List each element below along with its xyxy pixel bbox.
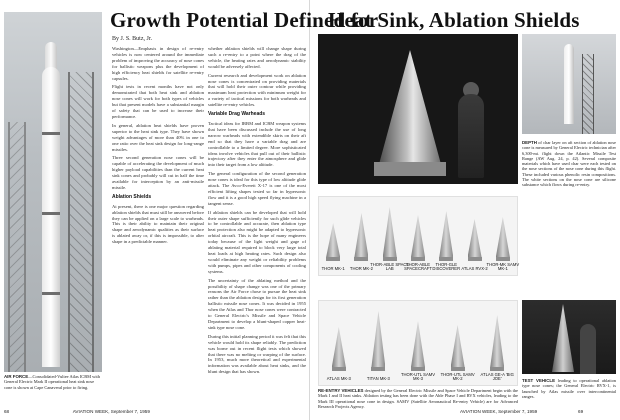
reentry-vehicle <box>349 213 373 272</box>
left-caption-label: AIR FORCE <box>4 374 29 379</box>
nose-cone-icon <box>326 223 340 257</box>
reentry-vehicles-row-2 <box>318 300 518 386</box>
nose-cone-icon <box>411 321 425 367</box>
reentry-vehicle <box>326 327 351 382</box>
nose-cone-icon <box>411 215 425 257</box>
caption-br-label: TEST VEHICLE <box>522 378 556 383</box>
nose-cone-icon <box>332 327 346 367</box>
caption-bottom-text: designed by the General Electric Missile and Space Vehicle Department begin with the Mark I and II heat sinks. Ablation testing has been done with the Able Phase I and RVX vehicles, leading to the Mark III operational nose cone in design. SAMV (Satellite Aeronautical Re-entry Vehicle) are for Advanced Research Projects Agency. <box>318 388 518 409</box>
rocket-band <box>42 212 60 215</box>
paragraph: At present, there is one major question regarding ablation shields that must still be answered before they can be applied on a large scale to warheads. This is their ability to maintain their original shape and aerodynamic qualities as their surface is ablated away or, if this is impossible, to alter shape in a predictable manner. <box>112 203 204 245</box>
paragraph: Flight tests in recent months have not only demonstrated that both heat sink and ablation nose cones will work for both types of vehicles but that present models have a substantial margin of safety that can be used to increase their performance. <box>112 84 204 119</box>
gantry-right <box>68 72 94 372</box>
caption-top-text: of char layer on aft section of ablation nose cone is measured by General Electric technician after 6,300-mi. flight down the Atlantic Missile Test Range (AW Aug. 24, p. 42). Several composite materials which have used char were each tested on the nose sections of the nose cone during this flight. These included various phenolic resin compositions. The white sections on the nose cone are silicone substance which flows during re-entry. <box>522 140 616 188</box>
paragraph: During this initial planning period it was felt that this vehicle would hold its shape reliably. The prediction was borne out in recent flight tests which showed that there was no melting or warping of the surface. In 1953, much more theoretical and experimental information was available about heat sinks, and the blunt design that has shown. <box>208 333 306 375</box>
folio-right <box>460 409 583 414</box>
paragraph: In general, ablation heat shields have proven superior to the heat sink type. They have shown weight advantages of more than 40% in one to one ratio over the heat sink design for long-range missiles. <box>112 122 204 152</box>
paragraph: Current research and development work on ablation nose cones is concentrated on providing materials that will hold their outer contour while providing maximum heat protection with minimum weight for a variety of tactical missions for both warheads and satellite re-entry vehicles. <box>208 72 306 108</box>
reentry-vehicle <box>480 315 514 382</box>
reentry-vehicle <box>461 219 488 272</box>
reentry-vehicle-label: THOR-ABLE SPACE LAB <box>370 261 410 272</box>
paragraph: Tactical ideas for IRBM and ICBM weapon systems that have been discussed include the use of long narrow warheads with extendible skirts on their aft end so that they have a variable drag and are controllable to a limited degree. More sophisticated ideas involve vehicles that pull out of their ballistic trajectory after they enter the atmosphere and glide into their target from a low altitude. <box>208 120 306 168</box>
right-page <box>310 0 620 420</box>
launch-rocket <box>564 44 574 124</box>
atlas-missile-photo <box>4 12 102 372</box>
nose-cone-base <box>411 367 425 371</box>
reentry-vehicle-label: THOR-UTL SAMV MK-2 <box>440 371 475 382</box>
nose-cone-icon <box>383 207 397 257</box>
reentry-vehicle-label: TITAN MK-3 <box>366 376 390 382</box>
nose-cone-icon <box>371 311 385 367</box>
nose-cone-base <box>383 257 397 261</box>
article-column-1 <box>112 46 204 401</box>
reentry-vehicle-label: ATLAS GE-A 'BIG JOE' <box>480 371 514 382</box>
page-number-left: 68 <box>4 409 10 414</box>
technician-figure <box>580 324 596 374</box>
reentry-vehicle <box>400 321 436 382</box>
reentry-vehicle-label: THOR-GLE DISCOVERER <box>432 261 461 272</box>
folio-right-text: AVIATION WEEK, September 7, 1959 <box>460 409 538 414</box>
reentry-vehicle <box>432 211 461 272</box>
paragraph: Washington—Emphasis in design of re-entry vehicles is now centered around the immediate problem of improving the accuracy of nose cones for ballistic weapons plus the development of high efficiency heat shields for satellite re-entry capsules. <box>112 46 204 81</box>
nose-cone-base <box>496 257 510 261</box>
byline: By J. S. Butz, Jr. <box>112 36 153 42</box>
reentry-vehicle-label: THOR-UTL SAMV MK-3 <box>400 371 436 382</box>
reentry-vehicles-caption <box>318 388 518 409</box>
paragraph: The general configuration of the second generation nose cones is ideal for this type of low altitude glide attack. The Avco-Everett X-17 is one of the most efficient lifting shapes tested so far in hypersonic flow and it is a good high speed flying machine in a tangent sense. <box>208 171 306 206</box>
caption-top-label: DEPTH <box>522 140 537 145</box>
reentry-vehicle-label: THOR-MK SAMV MK-1 <box>486 261 520 272</box>
gantry-left <box>8 122 26 372</box>
headline-left: Growth Potential Defined for <box>110 8 379 32</box>
nose-cone-base <box>332 367 346 371</box>
nose-cone-icon <box>354 213 368 257</box>
technician-figure <box>458 94 484 178</box>
left-photo-caption <box>4 374 102 390</box>
subhead: Ablation Shields <box>112 193 152 200</box>
nose-cone-icon <box>439 211 453 257</box>
nose-cone-base <box>490 367 504 371</box>
reentry-vehicle-label: THOR-ABLE SPACECRAFT <box>404 261 432 272</box>
paragraph: If ablation shields can be developed that will hold their outer shape sufficiently for such glide vehicles to be controllable and accurate, then ablation type heat protection also might be adapted to hypersonic orbital aircraft. This is the hope of many engineers today because of the light weight and gage of ablating material required to block very large total heat loads at high heating rates. Such design also would eliminate any weight or reliability problems with pumps, pipes and other components of cooling systems. <box>208 209 306 274</box>
article-column-2 <box>208 46 306 401</box>
page-number-right: 69 <box>578 409 584 414</box>
rocket-band <box>42 132 60 135</box>
caption-br-text: leading to operational ablation type nose cones; the General Electric RVX-1, is launched by Atlas missile over intercontinental ranges. <box>522 378 616 399</box>
nose-cone-shape <box>378 50 442 168</box>
rocket-body <box>42 67 60 367</box>
reentry-vehicle <box>370 207 410 272</box>
test-vehicle-photo <box>522 300 616 374</box>
reentry-vehicle <box>440 325 475 382</box>
nose-cone-base <box>468 257 482 261</box>
reentry-vehicle <box>366 311 390 382</box>
reentry-vehicle-label: THOR MK-2 <box>349 266 373 272</box>
reentry-vehicle <box>486 217 520 272</box>
nose-cone-icon <box>451 325 465 367</box>
reentry-vehicle <box>404 215 432 272</box>
paragraph: The uncertainty of the ablating method and the possibility of shape change was one of the primary reasons the Air Force chose to pursue the heat sink rather than the ablation design for its first generation ballistic missile nose cones. It was decided in 1955 when the Atlas and Thor nose cones were contracted to General Electric's Missile and Space Vehicle Department to develop a blunt-shaped copper heat-sink type nose cone. <box>208 277 306 330</box>
rocket-band <box>42 292 60 295</box>
caption-bottom-label: RE-ENTRY VEHICLES <box>318 388 364 393</box>
nose-cone-base <box>354 257 368 261</box>
nose-cone-icon <box>490 315 504 367</box>
left-caption-text: —Consolidated-Vultee Atlas ICBM with General Electric Mark II operational heat sink nose cone is shown at Cape Canaveral prior to firing. <box>4 374 100 390</box>
nose-cone-icon <box>468 219 482 257</box>
folio-left-text: AVIATION WEEK, September 7, 1959 <box>72 409 150 414</box>
launch-tower <box>582 54 594 134</box>
test-vehicle-shape <box>552 304 574 372</box>
paragraph: whether ablation shields will change shape during such a re-entry to a point where the drag of the vehicle, the heating rates and aerodynamic stability would be adversely affected. <box>208 46 306 69</box>
nose-cone-base <box>451 367 465 371</box>
folio-left <box>4 409 150 414</box>
reentry-vehicle-label: ATLAS RVX-2 <box>461 266 488 272</box>
paragraph: Three second generation nose cones will be capable of accelerating the development of much higher payload capabilities than the current heat sink cones and probably will cut in half the time available for interception by an anti-missile missile. <box>112 155 204 190</box>
reentry-vehicle-label: THOR MK-1 <box>321 266 345 272</box>
subhead: Variable Drag Warheads <box>208 111 266 118</box>
reentry-vehicle-label: ATLAS MK-3 <box>326 376 351 382</box>
test-vehicle-caption <box>522 378 616 399</box>
nose-cone-base <box>411 257 425 261</box>
launch-photo <box>522 34 616 134</box>
headline-right: Heat Sink, Ablation Shields <box>328 8 580 32</box>
nose-cone-base <box>439 257 453 261</box>
nose-cone-icon <box>496 217 510 257</box>
nose-cone-base <box>326 257 340 261</box>
nose-cone-photo <box>318 34 518 184</box>
reentry-vehicle <box>321 223 345 272</box>
reentry-vehicles-row-1 <box>318 196 518 276</box>
nose-cone-base <box>371 367 385 371</box>
nose-cone-caption <box>522 140 616 188</box>
nose-cone-base <box>374 162 446 176</box>
